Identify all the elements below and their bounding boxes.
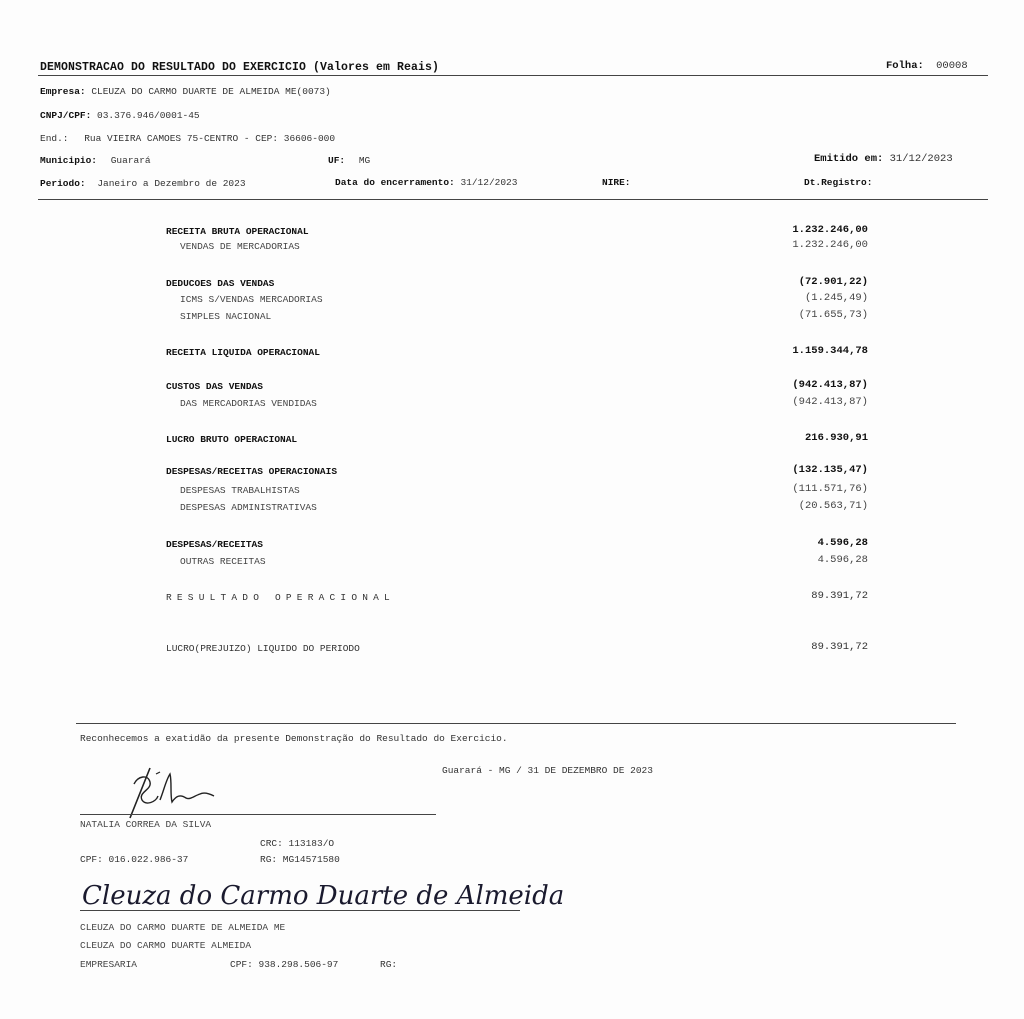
owner-company: CLEUZA DO CARMO DUARTE DE ALMEIDA ME [80,922,286,933]
statement-row-value: 4.596,28 [817,537,868,549]
municipio-label: Municipio: [40,155,98,166]
statement-row-label: SIMPLES NACIONAL [180,311,272,322]
folha-field [886,60,968,72]
emitido-field [814,153,953,165]
nire-label: NIRE: [602,177,631,188]
document-title: DEMONSTRACAO DO RESULTADO DO EXERCICIO (Valores em Reais) [40,61,440,74]
statement-row-value: (111.571,76) [792,483,868,495]
statement-row-label: DEDUCOES DAS VENDAS [166,278,275,289]
uf-value: MG [358,155,371,166]
footer-rule [76,723,956,724]
cnpj-field [40,110,200,121]
periodo-value: Janeiro a Dezembro de 2023 [97,178,246,189]
statement-row-value: 1.159.344,78 [792,345,868,357]
statement-row-label: ICMS S/VENDAS MERCADORIAS [180,294,323,305]
statement-row-value: (1.245,49) [804,292,868,304]
registro-field [804,177,872,188]
statement-row-value: 1.232.246,00 [792,239,868,251]
statement-row-value: (942.413,87) [792,396,868,408]
header-bottom-rule [38,199,988,200]
endereco-field [40,133,335,144]
endereco-label: End.: [40,133,69,144]
statement-row-label: VENDAS DE MERCADORIAS [180,241,300,252]
accountant-signature [120,762,240,822]
place-date: Guarará - MG / 31 DE DEZEMBRO DE 2023 [442,765,653,776]
empresa-value: CLEUZA DO CARMO DUARTE DE ALMEIDA ME(0073) [91,86,331,97]
cnpj-value: 03.376.946/0001-45 [97,110,200,121]
uf-label: UF: [328,155,346,166]
statement-row-label: LUCRO(PREJUIZO) LIQUIDO DO PERIODO [166,643,360,654]
statement-row-value: 89.391,72 [811,590,868,602]
statement-row-value: 1.232.246,00 [792,224,868,236]
statement-row-value: 216.930,91 [804,432,868,444]
periodo-field [40,178,246,189]
owner-rg: RG: [380,959,398,970]
statement-row-label: DESPESAS ADMINISTRATIVAS [180,502,317,513]
statement-row-label: DESPESAS/RECEITAS [166,539,263,550]
statement-row-label: RESULTADO OPERACIONAL [166,592,395,603]
statement-row-label: OUTRAS RECEITAS [180,556,266,567]
accountant-name: NATALIA CORREA DA SILVA [80,819,212,830]
encerramento-label: Data do encerramento: [335,177,455,188]
owner-role: EMPRESARIA [80,959,138,970]
encerramento-field [335,177,517,188]
statement-row-label: DESPESAS/RECEITAS OPERACIONAIS [166,466,338,477]
uf-field [328,155,370,166]
emitido-value: 31/12/2023 [889,153,953,165]
statement-row-label: DAS MERCADORIAS VENDIDAS [180,398,317,409]
folha-label: Folha: [886,60,924,72]
cnpj-label: CNPJ/CPF: [40,110,92,121]
folha-value: 00008 [936,60,968,72]
statement-row-value: (132.135,47) [792,464,868,476]
owner-signature-line [80,910,520,911]
statement-row-value: (20.563,71) [798,500,868,512]
statement-row-value: 4.596,28 [817,554,868,566]
nire-field [602,177,631,188]
owner-signature-text: Cleuza do Carmo Duarte de Almeida [82,881,565,911]
statement-row-value: 89.391,72 [811,641,868,653]
periodo-label: Periodo: [40,178,86,189]
header-top-rule [38,75,988,76]
owner-cpf: CPF: 938.298.506-97 [230,959,339,970]
accountant-rg: RG: MG14571580 [260,854,340,865]
accountant-cpf: CPF: 016.022.986-37 [80,854,189,865]
statement-row-label: LUCRO BRUTO OPERACIONAL [166,434,298,445]
statement-row-value: (942.413,87) [792,379,868,391]
statement-row-label: RECEITA LIQUIDA OPERACIONAL [166,347,320,358]
empresa-label: Empresa: [40,86,86,97]
registro-label: Dt.Registro: [804,177,873,188]
statement-row-value: (71.655,73) [798,309,868,321]
statement-row-value: (72.901,22) [798,276,868,288]
accountant-crc: CRC: 113183/O [260,838,335,849]
municipio-field [40,155,151,166]
statement-row-label: DESPESAS TRABALHISTAS [180,485,300,496]
municipio-value: Guarará [110,155,151,166]
accountant-signature-line [80,814,436,815]
statement-row-label: CUSTOS DAS VENDAS [166,381,263,392]
owner-name: CLEUZA DO CARMO DUARTE ALMEIDA [80,940,252,951]
empresa-field [40,86,331,97]
emitido-label: Emitido em: [814,153,884,165]
statement-row-label: RECEITA BRUTA OPERACIONAL [166,226,309,237]
declaration-text: Reconhecemos a exatidão da presente Demonstração do Resultado do Exercicio. [80,733,508,744]
endereco-value: Rua VIEIRA CAMOES 75-CENTRO - CEP: 36606-000 [84,133,336,144]
encerramento-value: 31/12/2023 [460,177,518,188]
